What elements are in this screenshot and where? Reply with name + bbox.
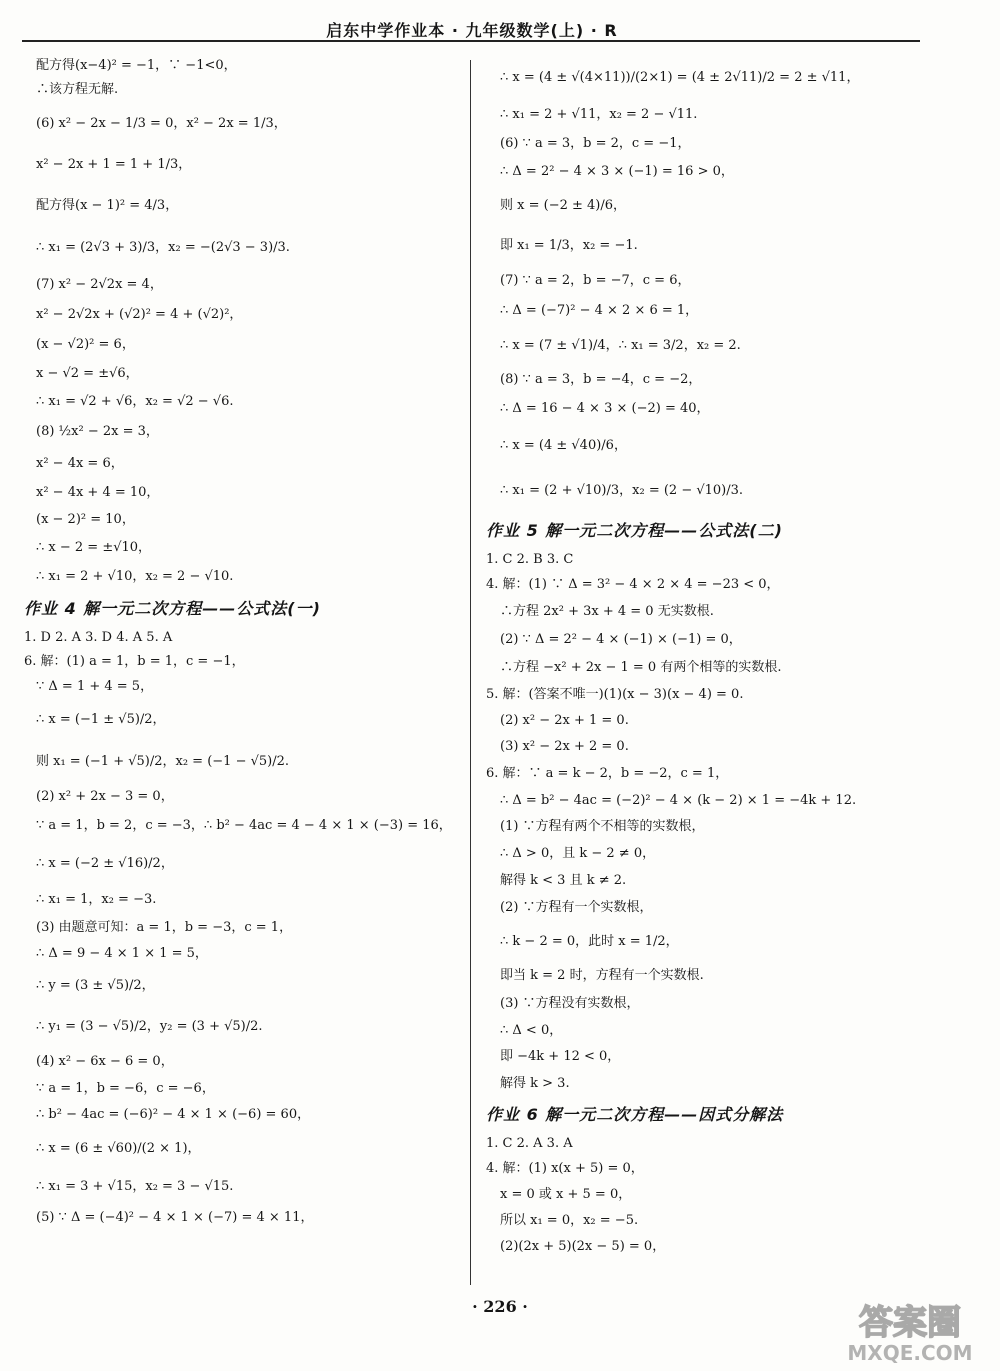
answer-line: (x − 2)² = 10，	[36, 512, 135, 527]
answer-line: ∴ Δ = 2² − 4 × 3 × (−1) = 16 > 0，	[500, 164, 734, 179]
answer-line: ∴ y = (3 ± √5)/2，	[36, 978, 155, 993]
answer-line: ∴ Δ = 16 − 4 × 3 × (−2) = 40，	[500, 401, 710, 416]
svg-text:答案圈: 答案圈	[859, 1303, 961, 1343]
answer-line: ∵ a = 1，b = 2，c = −3，∴ b² − 4ac = 4 − 4 × 1 × (−3) = 16，	[36, 818, 452, 833]
answer-line: 配方得(x − 1)² = 4/3，	[36, 198, 179, 213]
column-divider	[470, 60, 471, 1285]
answer-line: ∴ x = (−1 ± √5)/2，	[36, 712, 166, 727]
answer-line: ∴ b² − 4ac = (−6)² − 4 × 1 × (−6) = 60，	[36, 1107, 311, 1122]
answer-line: ∴ Δ < 0，	[500, 1023, 563, 1038]
answer-line: 解得 k > 3.	[500, 1076, 570, 1091]
answer-line: (8) ∵ a = 3，b = −4，c = −2，	[500, 372, 702, 387]
answer-line: 则 x₁ = (−1 + √5)/2，x₂ = (−1 − √5)/2.	[36, 754, 290, 769]
answer-line: (1) ∵方程有两个不相等的实数根，	[500, 819, 705, 834]
answer-line: 4. 解：(1) ∵ Δ = 3² − 4 × 2 × 4 = −23 < 0，	[486, 577, 780, 592]
answer-line: (2) x² + 2x − 3 = 0，	[36, 789, 174, 804]
answer-line: ∴ Δ = 9 − 4 × 1 × 1 = 5，	[36, 946, 208, 961]
answer-line: ∴ x = (−2 ± √16)/2，	[36, 856, 174, 871]
answer-line: 即当 k = 2 时，方程有一个实数根.	[500, 968, 704, 983]
answer-line: 即 −4k + 12 < 0，	[500, 1049, 621, 1064]
answer-line: ∵ a = 1，b = −6，c = −6，	[36, 1081, 215, 1096]
right-column	[486, 56, 920, 1260]
answer-line: ∴ Δ = b² − 4ac = (−2)² − 4 × (k − 2) × 1 = −4k + 12.	[500, 793, 857, 808]
answer-line: (3) x² − 2x + 2 = 0.	[500, 739, 629, 754]
answer-line: 1. D 2. A 3. D 4. A 5. A	[24, 630, 173, 645]
answer-line: x² − 2√2x + (√2)² = 4 + (√2)²，	[36, 307, 243, 322]
answer-line: ∴ x₁ = (2√3 + 3)/3，x₂ = −(2√3 − 3)/3.	[36, 240, 290, 255]
answer-line: x − √2 = ±√6，	[36, 366, 139, 381]
page-header: 启东中学作业本 · 九年级数学(上) · R	[326, 21, 618, 40]
answer-line: ∴方程 −x² + 2x − 1 = 0 有两个相等的实数根.	[500, 660, 782, 675]
answer-line: ∴ x = (6 ± √60)/(2 × 1)，	[36, 1141, 201, 1156]
left-column	[24, 56, 456, 1232]
answer-line: ∴方程 2x² + 3x + 4 = 0 无实数根.	[500, 604, 714, 619]
answer-line: ∴ x₁ = 2 + √11，x₂ = 2 − √11.	[500, 107, 698, 122]
answer-line: x² − 4x + 4 = 10，	[36, 485, 160, 500]
answer-line: ∴ x = (4 ± √40)/6，	[500, 438, 627, 453]
answer-line: 解得 k < 3 且 k ≠ 2.	[500, 873, 627, 888]
answer-line: 4. 解：(1) x(x + 5) = 0，	[486, 1161, 644, 1176]
answer-line: ∵ Δ = 1 + 4 = 5，	[36, 679, 154, 694]
section-heading: 作业 6 解一元二次方程——因式分解法	[486, 1105, 784, 1124]
answer-line: 即 x₁ = 1/3，x₂ = −1.	[500, 238, 638, 253]
answer-line: x² − 4x = 6，	[36, 456, 124, 471]
answer-line: (6) x² − 2x − 1/3 = 0，x² − 2x = 1/3，	[36, 116, 287, 131]
section-heading: 作业 5 解一元二次方程——公式法(二)	[486, 521, 783, 540]
answer-line: ∴ Δ = (−7)² − 4 × 2 × 6 = 1，	[500, 303, 699, 318]
watermark-logo	[826, 1296, 994, 1366]
answer-line: (4) x² − 6x − 6 = 0，	[36, 1054, 174, 1069]
answer-line: ∴ y₁ = (3 − √5)/2，y₂ = (3 + √5)/2.	[36, 1019, 263, 1034]
answer-line: (2) ∵方程有一个实数根，	[500, 900, 653, 915]
answer-line: 配方得(x−4)² = −1，∵ −1<0，	[36, 58, 237, 73]
svg-text:MXQE.COM: MXQE.COM	[847, 1341, 973, 1365]
answer-line: ∴ x = (4 ± √(4×11))/(2×1) = (4 ± 2√11)/2 = 2 ± √11，	[500, 70, 860, 85]
answer-line: ∴ Δ > 0，且 k − 2 ≠ 0，	[500, 846, 656, 861]
answer-line: (6) ∵ a = 3，b = 2，c = −1，	[500, 136, 691, 151]
answer-line: 1. C 2. A 3. A	[486, 1136, 573, 1151]
answer-line: (7) x² − 2√2x = 4，	[36, 277, 163, 292]
answer-line: (2) x² − 2x + 1 = 0.	[500, 713, 629, 728]
answer-line: (x − √2)² = 6，	[36, 337, 135, 352]
answer-line: ∴ x₁ = (2 + √10)/3，x₂ = (2 − √10)/3.	[500, 483, 744, 498]
answer-line: ∴ x₁ = 3 + √15，x₂ = 3 − √15.	[36, 1179, 234, 1194]
answer-line: ∴该方程无解.	[36, 82, 119, 97]
answer-line: ∴ x − 2 = ±√10，	[36, 540, 152, 555]
answer-line: 1. C 2. B 3. C	[486, 552, 574, 567]
answer-line: (2) ∵ Δ = 2² − 4 × (−1) × (−1) = 0，	[500, 632, 742, 647]
answer-line: ∴ x₁ = 1，x₂ = −3.	[36, 892, 157, 907]
answer-line: ∴ k − 2 = 0，此时 x = 1/2，	[500, 934, 679, 949]
answer-line: 5. 解：(答案不唯一)(1)(x − 3)(x − 4) = 0.	[486, 687, 744, 702]
answer-line: (8) ½x² − 2x = 3，	[36, 424, 159, 439]
page-number: · 226 ·	[472, 1297, 528, 1316]
answer-line: x = 0 或 x + 5 = 0，	[500, 1187, 632, 1202]
answer-line: (2)(2x + 5)(2x − 5) = 0，	[500, 1239, 666, 1254]
answer-line: x² − 2x + 1 = 1 + 1/3，	[36, 157, 192, 172]
answer-line: (3) 由题意可知：a = 1，b = −3，c = 1，	[36, 920, 293, 935]
answer-line: 6. 解：(1) a = 1，b = 1，c = −1，	[24, 654, 245, 669]
answer-line: ∴ x₁ = 2 + √10，x₂ = 2 − √10.	[36, 569, 234, 584]
answer-line: ∴ x₁ = √2 + √6，x₂ = √2 − √6.	[36, 394, 234, 409]
header-rule	[22, 40, 920, 42]
answer-line: ∴ x = (7 ± √1)/4，∴ x₁ = 3/2，x₂ = 2.	[500, 338, 741, 353]
section-heading: 作业 4 解一元二次方程——公式法(一)	[24, 599, 321, 618]
answer-line: (5) ∵ Δ = (−4)² − 4 × 1 × (−7) = 4 × 11，	[36, 1210, 314, 1225]
answer-line: (7) ∵ a = 2，b = −7，c = 6，	[500, 273, 691, 288]
answer-line: (3) ∵方程没有实数根，	[500, 996, 640, 1011]
answer-line: 所以 x₁ = 0，x₂ = −5.	[500, 1213, 639, 1228]
answer-line: 则 x = (−2 ± 4)/6，	[500, 198, 627, 213]
answer-line: 6. 解：∵ a = k − 2，b = −2，c = 1，	[486, 766, 729, 781]
